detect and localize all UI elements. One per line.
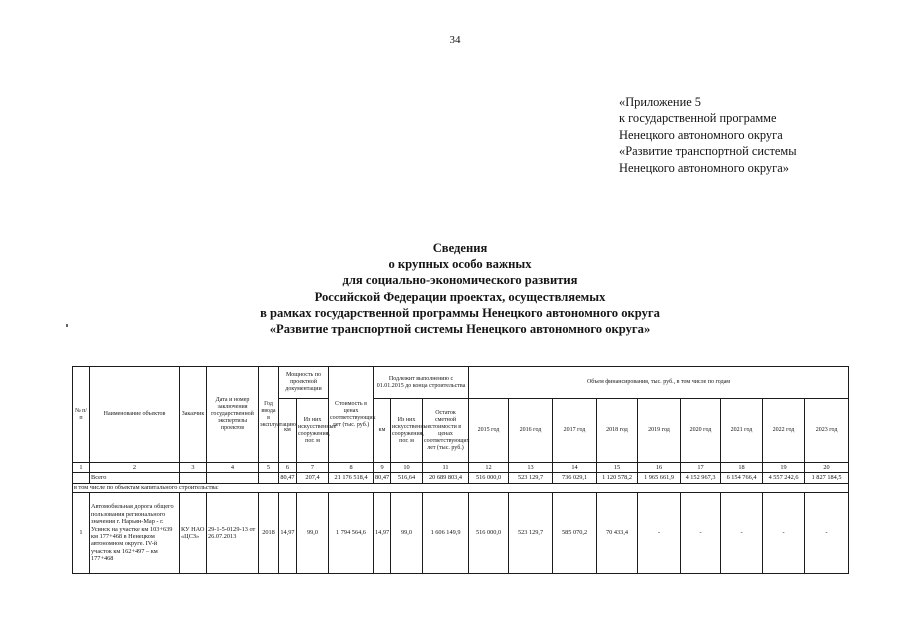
- row-cell: 14,97: [374, 493, 391, 574]
- appendix-line: «Приложение 5: [619, 95, 701, 109]
- title-line: Российской Федерации проектах, осуществляемых: [314, 289, 606, 304]
- column-number: 9: [374, 463, 391, 473]
- total-row: [73, 473, 849, 484]
- header-name: Наименование объектов: [90, 367, 180, 463]
- total-empty: [259, 473, 279, 484]
- appendix-note: [619, 94, 899, 176]
- total-cell: 207,4: [297, 473, 329, 484]
- row-cell: -: [805, 493, 849, 574]
- header-year: 2023 год: [805, 399, 849, 463]
- document-title: [180, 240, 740, 337]
- title-line: о крупных особо важных: [388, 257, 532, 272]
- column-number: 1: [73, 463, 90, 473]
- appendix-line: Ненецкого автономного округа: [619, 127, 783, 142]
- capital-caption: в том числе по объектам капитального строительства:: [73, 484, 849, 493]
- row-cell: 99,0: [297, 493, 329, 574]
- header-contract-date: Дата и номер заключения государственной экспертизы проектов: [207, 367, 259, 463]
- row-cell: 99,0: [391, 493, 423, 574]
- projects-table: [72, 366, 849, 574]
- header-year: 2015 год: [469, 399, 509, 463]
- header-to-complete: Подлежит выполнению с 01.01.2015 до конца строительства: [374, 367, 469, 399]
- header-customer: Заказчик: [180, 367, 207, 463]
- row-cell: 1 794 564,6: [329, 493, 374, 574]
- header-to-complete-km: км: [374, 399, 391, 463]
- row-cell: 585 070,2: [553, 493, 597, 574]
- appendix-line: Ненецкого автономного округа»: [619, 160, 789, 175]
- column-number: 10: [391, 463, 423, 473]
- header-artificial: Из них искусственные сооружения, пог. м: [297, 399, 329, 463]
- header-year: 2022 год: [763, 399, 805, 463]
- total-cell: 80,47: [279, 473, 297, 484]
- header-cost: Стоимость в ценах соответствующих лет (тыс. руб.): [329, 367, 374, 463]
- header-km: км: [279, 399, 297, 463]
- row-cell: 70 433,4: [597, 493, 638, 574]
- column-number: 7: [297, 463, 329, 473]
- column-number: 16: [638, 463, 681, 473]
- row-contract-date: 29-1-5-0129-13 от 26.07.2013: [207, 493, 259, 574]
- column-number: 8: [329, 463, 374, 473]
- column-number: 15: [597, 463, 638, 473]
- row-cell: -: [721, 493, 763, 574]
- header-year: 2017 год: [553, 399, 597, 463]
- total-cell: 4 557 242,6: [763, 473, 805, 484]
- column-number: 14: [553, 463, 597, 473]
- column-number: 6: [279, 463, 297, 473]
- header-num: № п/п: [73, 367, 90, 463]
- column-number: 5: [259, 463, 279, 473]
- row-cell: -: [681, 493, 721, 574]
- header-year: 2019 год: [638, 399, 681, 463]
- column-number: 20: [805, 463, 849, 473]
- header-year: 2016 год: [509, 399, 553, 463]
- header-remaining-cost: Остаток сметной стоимости в ценах соответствующих лет (тыс. руб.): [423, 399, 469, 463]
- total-cell: 516 000,0: [469, 473, 509, 484]
- row-cell: -: [638, 493, 681, 574]
- total-cell: 1 120 578,2: [597, 473, 638, 484]
- total-cell: 736 029,1: [553, 473, 597, 484]
- column-number: 12: [469, 463, 509, 473]
- table-row: [73, 493, 849, 574]
- total-cell: 6 154 766,4: [721, 473, 763, 484]
- total-cell: 20 689 803,4: [423, 473, 469, 484]
- column-number: 11: [423, 463, 469, 473]
- total-cell: 21 176 518,4: [329, 473, 374, 484]
- total-cell: 516,64: [391, 473, 423, 484]
- total-num: [73, 473, 90, 484]
- appendix-line: «Развитие транспортной системы: [619, 144, 797, 159]
- total-cell: 4 152 967,3: [681, 473, 721, 484]
- column-number: 4: [207, 463, 259, 473]
- column-number: 2: [90, 463, 180, 473]
- column-number: 18: [721, 463, 763, 473]
- row-num: 1: [73, 493, 90, 574]
- header-year: 2021 год: [721, 399, 763, 463]
- column-number: 3: [180, 463, 207, 473]
- header-year: 2018 год: [597, 399, 638, 463]
- page-number: 34: [449, 34, 461, 46]
- column-number: 13: [509, 463, 553, 473]
- row-name: Автомобильная дорога общего пользования регионального значения г. Нарьян-Мар - г. Усинск на участке км 103+639 км 177+468 в Ненецком автономном округе. IV-й участок км 162+497 – км 177+468: [90, 493, 180, 574]
- total-cell: 80,47: [374, 473, 391, 484]
- title-line: Сведения: [432, 241, 488, 255]
- header-year: 2020 год: [681, 399, 721, 463]
- row-cell: 14,97: [279, 493, 297, 574]
- row-year: 2018: [259, 493, 279, 574]
- appendix-line: к государственной программе: [619, 111, 777, 126]
- column-number: 19: [763, 463, 805, 473]
- total-cell: 1 827 184,5: [805, 473, 849, 484]
- total-empty: [180, 473, 207, 484]
- scan-mark: [66, 324, 68, 327]
- row-cell: 523 129,7: [509, 493, 553, 574]
- row-customer: КУ НАО «ЦСЗ»: [180, 493, 207, 574]
- row-cell: 1 606 149,9: [423, 493, 469, 574]
- total-cell: 1 965 661,9: [638, 473, 681, 484]
- header-to-complete-artificial: Из них искусственные сооружения, пог. м: [391, 399, 423, 463]
- title-line: для социально-экономического развития: [342, 273, 578, 288]
- header-design-capacity: Мощность по проектной документации: [279, 367, 329, 399]
- row-cell: 516 000,0: [469, 493, 509, 574]
- total-label: Всего: [90, 473, 180, 484]
- title-line: «Развитие транспортной системы Ненецкого автономного округа»: [269, 322, 651, 337]
- header-funding: Объем финансирования, тыс. руб., в том числе по годам: [469, 367, 849, 399]
- header-commissioning-year: Год ввода в эксплуатацию: [259, 367, 279, 463]
- column-number: 17: [681, 463, 721, 473]
- title-line: в рамках государственной программы Ненецкого автономного округа: [260, 305, 660, 320]
- row-cell: -: [763, 493, 805, 574]
- total-empty: [207, 473, 259, 484]
- total-cell: 523 129,7: [509, 473, 553, 484]
